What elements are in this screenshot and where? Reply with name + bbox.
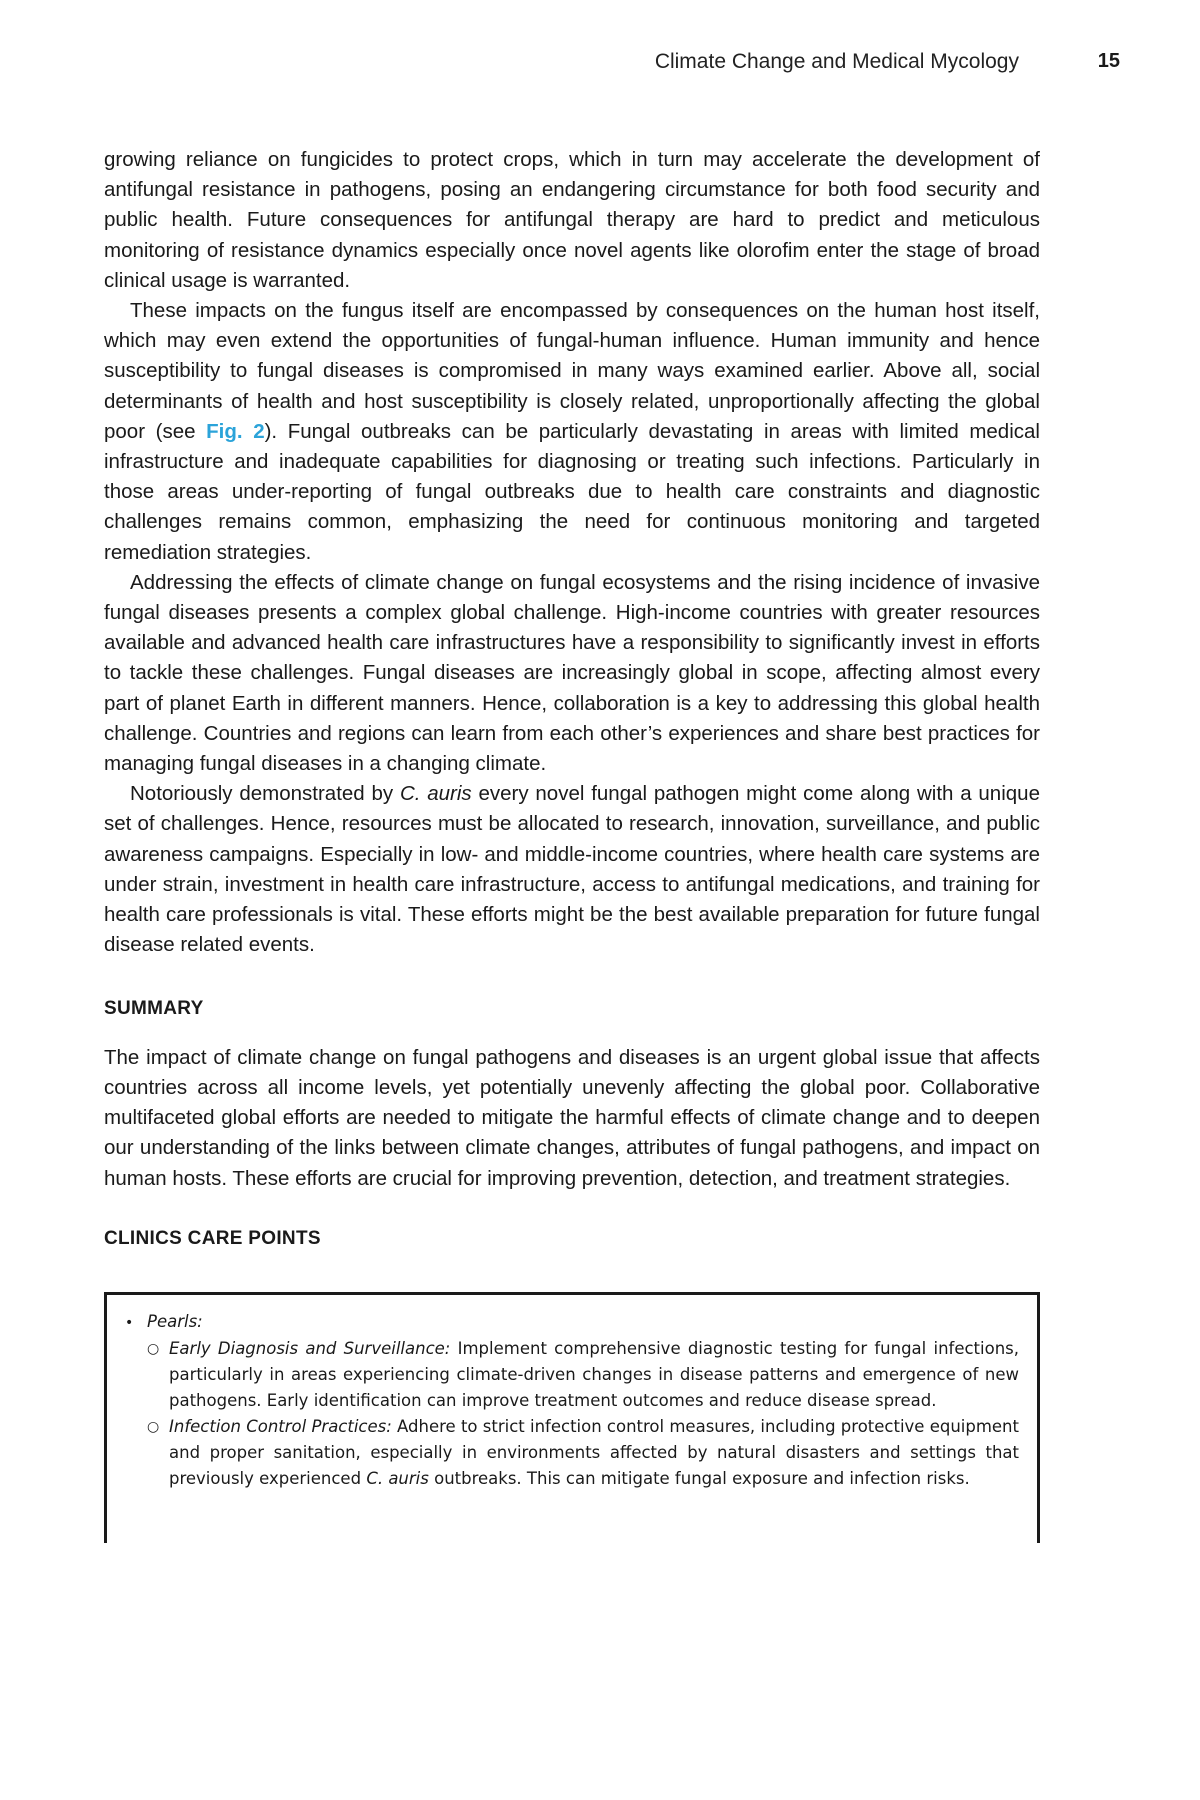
- care-point-label: Early Diagnosis and Surveillance:: [169, 1338, 451, 1358]
- paragraph-1: growing reliance on fungicides to protect crops, which in turn may accelerate the development of antifungal resistance in pathogens, posing an endangering circumstance for both food security and public health. Future consequences for antifungal therapy are hard to predict and meticulous monitoring of resistance dynamics especially once novel agents like olorofim enter the stage of broad clinical usage is warranted.: [104, 148, 1040, 292]
- running-head: [80, 50, 1120, 80]
- bullet-icon: •: [125, 1314, 134, 1331]
- care-point-body: Implement comprehensive diagnostic testing for fungal infections, particularly in areas experiencing climate-driven changes in disease patterns and emergence of new pathogens. Early identification can improve treatment outcomes and reduce disease spread.: [169, 1338, 1020, 1410]
- circle-bullet-icon: ○: [147, 1340, 160, 1357]
- care-points-list: [125, 1336, 1019, 1492]
- running-title: Climate Change and Medical Mycology: [654, 50, 1019, 73]
- paragraph-4-text-start: Notoriously demonstrated by: [130, 782, 400, 806]
- care-point-body-end: outbreaks. This can mitigate fungal exposure and infection risks.: [428, 1468, 970, 1488]
- list-item: [147, 1414, 1019, 1492]
- care-point-body-start: Adhere to strict infection control measures, including protective equipment and proper sanitation, especially in environments affected by natural disasters and settings that previously experienced: [169, 1416, 1019, 1488]
- summary-paragraph: The impact of climate change on fungal pathogens and diseases is an urgent global issue that affects countries across all income levels, yet potentially unevenly affecting the global poor. Collaborative multifaceted global efforts are needed to mitigate the harmful effects of climate change and to deepen our understanding of the links between climate changes, attributes of fungal pathogens, and impact on human hosts. These efforts are crucial for improving prevention, detection, and treatment strategies.: [104, 1045, 1040, 1190]
- summary-heading: SUMMARY: [104, 998, 204, 1020]
- paragraph-2-text-end: ). Fungal outbreaks can be particularly devastating in areas with limited medical infrastructure and inadequate capabilities for diagnosing or treating such infections. Particularly in those areas under-reporting of fungal outbreaks due to health care constraints and diagnostic challenges remains common, emphasizing the need for continuous monitoring and targeted remediation strategies.: [104, 419, 1040, 564]
- species-name: C. auris: [399, 782, 472, 806]
- paragraph-3: Addressing the effects of climate change on fungal ecosystems and the rising incidence of invasive fungal diseases presents a complex global challenge. High-income countries with greater resources available and advanced health care infrastructures have a responsibility to significantly invest in efforts to tackle these challenges. Fungal diseases are increasingly global in scope, affecting almost every part of planet Earth in different manners. Hence, collaboration is a key to addressing this global health challenge. Countries and regions can learn from each other’s experiences and share best practices for managing fungal diseases in a changing climate.: [104, 570, 1040, 776]
- care-point-text: [169, 1336, 1019, 1414]
- page-number: 15: [1097, 50, 1120, 72]
- main-content: [104, 145, 1040, 1543]
- care-points-box: [104, 1292, 1040, 1543]
- paragraph-2-text-start: These impacts on the fungus itself are encompassed by consequences on the human host itself, which may even extend the opportunities of fungal-human influence. Human immunity and hence susceptibility to fungal diseases is compromised in many ways examined earlier. Above all, social determinants of health and host susceptibility is closely related, unproportionally affecting the global poor (see: [104, 299, 1040, 443]
- figure-2-link[interactable]: Fig. 2: [206, 419, 265, 443]
- pearls-label: Pearls:: [147, 1311, 203, 1331]
- circle-bullet-icon: ○: [147, 1418, 160, 1435]
- species-name: C. auris: [366, 1468, 429, 1488]
- paragraph-4-text-end: every novel fungal pathogen might come along with a unique set of challenges. Hence, resources must be allocated to research, innovation, surveillance, and public awareness campaigns. Especially in low- and middle-income countries, where health care systems are under strain, investment in health care infrastructure, access to antifungal medications, and training for health care professionals is vital. These efforts might be the best available preparation for future fungal disease related events.: [104, 782, 1040, 957]
- paragraph-4: [104, 779, 1040, 960]
- care-point-text: [169, 1414, 1019, 1492]
- pearls-row: [125, 1309, 1019, 1336]
- paragraph-2: [104, 296, 1040, 568]
- care-point-label: Infection Control Practices:: [169, 1416, 392, 1436]
- care-points-heading: CLINICS CARE POINTS: [104, 1227, 321, 1249]
- list-item: [147, 1336, 1019, 1414]
